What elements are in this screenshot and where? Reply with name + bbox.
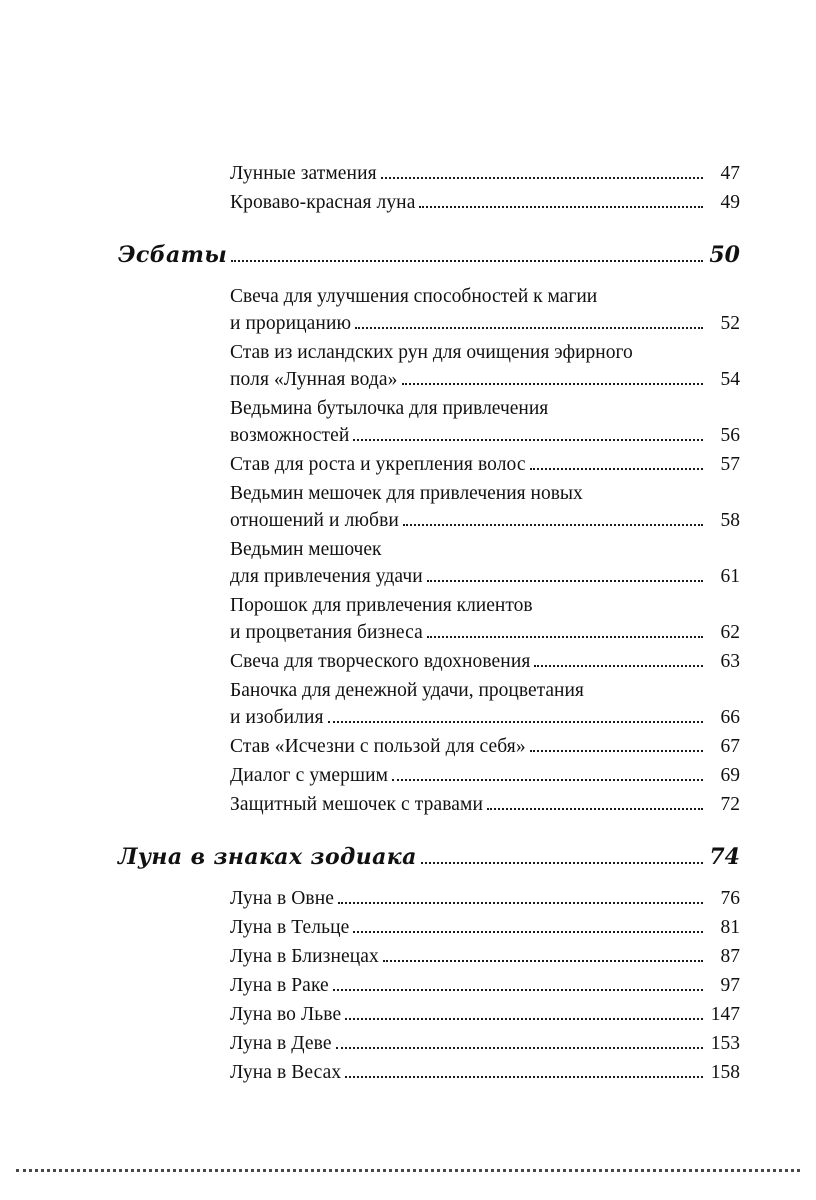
toc-page-number: 56 bbox=[720, 425, 740, 446]
toc-leader-dots bbox=[402, 383, 703, 385]
toc-leader-dots bbox=[338, 902, 703, 904]
toc-entry-title: Луна в знаках зодиака bbox=[118, 844, 417, 870]
toc-item-entry[interactable] bbox=[230, 480, 740, 534]
toc-leader-dots bbox=[534, 665, 703, 667]
toc-entry-title-line: Свеча для улучшения способностей к магии bbox=[230, 286, 598, 307]
toc-item-entry[interactable] bbox=[230, 648, 740, 675]
toc-page-number: 54 bbox=[720, 369, 740, 390]
toc-page-number: 147 bbox=[710, 1004, 740, 1025]
toc-section-entry[interactable] bbox=[118, 844, 740, 871]
toc-leader-dots bbox=[345, 1018, 703, 1020]
toc-page-number: 49 bbox=[720, 192, 740, 213]
toc-leader-dots bbox=[419, 206, 703, 208]
toc-page-number: 76 bbox=[720, 888, 740, 909]
toc-leader-dots bbox=[530, 750, 703, 752]
toc-entry-title-line: Баночка для денежной удачи, процветания bbox=[230, 680, 584, 701]
toc-entry-title: Эсбаты bbox=[118, 242, 228, 268]
toc-entry-title-line: поля «Лунная вода» bbox=[230, 369, 398, 390]
toc-entry-title: Луна в Тельце bbox=[230, 917, 350, 938]
toc-entry-title-line: для привлечения удачи bbox=[230, 566, 423, 587]
toc-item-entry[interactable] bbox=[230, 339, 740, 393]
toc-item-entry[interactable] bbox=[230, 914, 740, 941]
toc-leader-dots bbox=[328, 721, 703, 723]
toc-page-number: 87 bbox=[720, 946, 740, 967]
toc-leader-dots bbox=[345, 1076, 703, 1078]
toc-page-number: 67 bbox=[720, 736, 740, 757]
toc-entry-last-row bbox=[230, 422, 740, 449]
toc-page-number: 58 bbox=[720, 510, 740, 531]
toc-leader-dots bbox=[231, 260, 703, 262]
toc-item-entry[interactable] bbox=[230, 451, 740, 478]
toc-item-entry[interactable] bbox=[230, 943, 740, 970]
toc-item-entry[interactable] bbox=[230, 1030, 740, 1057]
toc-entry-last-row bbox=[230, 507, 740, 534]
toc-page-number: 66 bbox=[720, 707, 740, 728]
toc-page-number: 62 bbox=[720, 622, 740, 643]
toc-entry-title-line: Ведьмин мешочек для привлечения новых bbox=[230, 483, 583, 504]
toc-leader-dots bbox=[530, 468, 703, 470]
toc-entry-last-row bbox=[230, 704, 740, 731]
toc-item-entry[interactable] bbox=[230, 972, 740, 999]
toc-leader-dots bbox=[392, 779, 703, 781]
toc-entry-last-row bbox=[230, 619, 740, 646]
toc-entry-title: Луна в Овне bbox=[230, 888, 335, 909]
toc-entry-title-line: и прорицанию bbox=[230, 313, 352, 334]
toc-entry-title-line: Став из исландских рун для очищения эфирного bbox=[230, 342, 633, 363]
toc-leader-dots bbox=[427, 580, 703, 582]
toc-page-number: 50 bbox=[709, 242, 740, 268]
toc-entry-title: Защитный мешочек с травами bbox=[230, 794, 483, 815]
toc-entry-title-line: возможностей bbox=[230, 425, 350, 446]
toc-page-number: 97 bbox=[720, 975, 740, 996]
toc-entry-title: Луна в Раке bbox=[230, 975, 329, 996]
toc-leader-dots bbox=[353, 931, 703, 933]
toc-page-number: 57 bbox=[720, 454, 740, 475]
toc-item-entry[interactable] bbox=[230, 395, 740, 449]
toc-entry-title: Лунные затмения bbox=[230, 163, 377, 184]
toc-page-number: 74 bbox=[709, 844, 740, 870]
toc-entry-title: Диалог с умершим bbox=[230, 765, 389, 786]
toc-leader-dots bbox=[355, 327, 703, 329]
toc-item-entry[interactable] bbox=[230, 733, 740, 760]
toc-page-number: 81 bbox=[720, 917, 740, 938]
toc-item-entry[interactable] bbox=[230, 791, 740, 818]
toc-item-entry[interactable] bbox=[230, 1001, 740, 1028]
toc-entry-title-line: отношений и любви bbox=[230, 510, 399, 531]
toc-item-entry[interactable] bbox=[230, 1059, 740, 1086]
toc-page-number: 69 bbox=[720, 765, 740, 786]
toc-entry-last-row bbox=[230, 366, 740, 393]
toc-entry-title: Луна в Близнецах bbox=[230, 946, 379, 967]
toc-item-entry[interactable] bbox=[230, 189, 740, 216]
toc-item-entry[interactable] bbox=[230, 762, 740, 789]
toc-entry-title: Луна во Льве bbox=[230, 1004, 342, 1025]
toc-entry-title-line: Порошок для привлечения клиентов bbox=[230, 595, 533, 616]
toc-entry-title: Луна в Деве bbox=[230, 1033, 332, 1054]
toc-entry-last-row bbox=[230, 563, 740, 590]
toc-leader-dots bbox=[336, 1047, 703, 1049]
toc-page-number: 63 bbox=[720, 651, 740, 672]
toc-item-entry[interactable] bbox=[230, 283, 740, 337]
toc-item-entry[interactable] bbox=[230, 160, 740, 187]
toc-item-entry[interactable] bbox=[230, 677, 740, 731]
toc-entry-title: Кроваво-красная луна bbox=[230, 192, 416, 213]
toc-leader-dots bbox=[383, 960, 703, 962]
toc-entry-title: Став «Исчезни с пользой для себя» bbox=[230, 736, 526, 757]
toc-section-entry[interactable] bbox=[118, 242, 740, 269]
toc-page-number: 47 bbox=[720, 163, 740, 184]
toc-entry-title: Став для роста и укрепления волос bbox=[230, 454, 526, 475]
toc-page-number: 158 bbox=[710, 1062, 740, 1083]
toc-entry-title-line: и изобилия bbox=[230, 707, 324, 728]
toc-page-number: 153 bbox=[710, 1033, 740, 1054]
toc-page-number: 61 bbox=[720, 566, 740, 587]
toc-leader-dots bbox=[403, 524, 703, 526]
toc-page-number: 72 bbox=[720, 794, 740, 815]
toc-leader-dots bbox=[333, 989, 703, 991]
toc-item-entry[interactable] bbox=[230, 885, 740, 912]
toc-entry-last-row bbox=[230, 310, 740, 337]
toc-entry-title-line: Ведьмин мешочек bbox=[230, 539, 382, 560]
toc-page-number: 52 bbox=[720, 313, 740, 334]
toc-entry-title-line: Ведьмина бутылочка для привлечения bbox=[230, 398, 549, 419]
toc-entry-title: Свеча для творческого вдохновения bbox=[230, 651, 531, 672]
toc-leader-dots bbox=[381, 177, 703, 179]
toc-entry-title: Луна в Весах bbox=[230, 1062, 342, 1083]
table-of-contents bbox=[118, 160, 740, 1088]
toc-item-entry[interactable] bbox=[230, 592, 740, 646]
bottom-dotted-rule bbox=[16, 1169, 800, 1172]
toc-leader-dots bbox=[421, 862, 703, 864]
toc-item-entry[interactable] bbox=[230, 536, 740, 590]
toc-leader-dots bbox=[353, 439, 703, 441]
toc-leader-dots bbox=[427, 636, 703, 638]
toc-entry-title-line: и процветания бизнеса bbox=[230, 622, 423, 643]
toc-leader-dots bbox=[487, 808, 703, 810]
